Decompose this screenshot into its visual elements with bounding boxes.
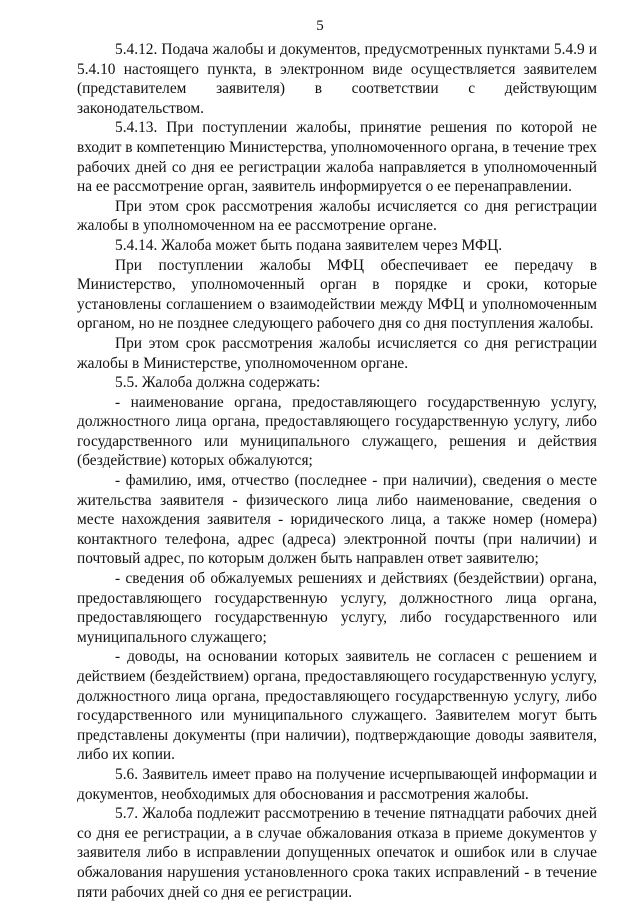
list-item-authority-name: - наименование органа, предоставляющего государственную услугу, должностного лица органа, предоставляющего государственную услугу, либо государственного или муниципального служащего, решения и действия (бездействие) которых обжалуются; (77, 393, 597, 470)
paragraph-5-7: 5.7. Жалоба подлежит рассмотрению в течение пятнадцати рабочих дней со дня ее регистрации, а в случае обжалования отказа в приеме документов у заявителя либо в исправлении допущенных опечаток и ошибок или в случае обжалования нарушения установленного срока таких исправлений - в течение пяти рабочих дней со дня ее регистрации. (77, 805, 597, 901)
document-body (77, 40, 597, 902)
paragraph-term-ministry: При этом срок рассмотрения жалобы исчисляется со дня регистрации жалобы в Министерстве, уполномоченном органе. (77, 334, 597, 372)
paragraph-5-5: 5.5. Жалоба должна содержать: (115, 374, 321, 392)
paragraph-term-redirect: При этом срок рассмотрения жалобы исчисляется со дня регистрации жалобы в уполномоченном на ее рассмотрение органе. (77, 197, 597, 235)
paragraph-5-4-14: 5.4.14. Жалоба может быть подана заявителем через МФЦ. (115, 236, 503, 254)
paragraph-5-4-12: 5.4.12. Подача жалобы и документов, предусмотренных пунктами 5.4.9 и 5.4.10 настоящего пункта, в электронном виде осуществляется заявителем (представителем заявителя) в соответствии с действующим законодательством. (77, 41, 597, 117)
paragraph-mfc-transfer: При поступлении жалобы МФЦ обеспечивает ее передачу в Министерство, уполномоченный орган в порядке и сроки, которые установлены соглашением о взаимодействии между МФЦ и уполномоченным органом, но не позднее следующего рабочего дня со дня поступления жалобы. (77, 256, 597, 333)
page-number: 5 (316, 18, 324, 34)
paragraph-5-4-13: 5.4.13. При поступлении жалобы, принятие решения по которой не входит в компетенцию Министерства, уполномоченного органа, в течение трех рабочих дней со дня ее регистрации жалоба направляется в уполномоченный на ее рассмотрение орган, заявитель информируется о ее перенаправлении. (77, 119, 597, 196)
paragraph-5-6: 5.6. Заявитель имеет право на получение исчерпывающей информации и документов, необходимых для обоснования и рассмотрения жалобы. (77, 765, 597, 803)
list-item-arguments: - доводы, на основании которых заявитель не согласен с решением и действием (бездействием) органа, предоставляющего государственную услугу, должностного лица органа, предоставляющего государственную услугу, либо государственного или муниципального служащего. Заявителем могут быть представлены документы (при наличии), подтверждающие доводы заявителя, либо их копии. (77, 648, 597, 764)
list-item-decisions-info: - сведения об обжалуемых решениях и действиях (бездействии) органа, предоставляющего государственную услугу, должностного лица органа, предоставляющего государственную услугу, либо государственного или муниципального служащего; (77, 570, 597, 646)
list-item-applicant-info: - фамилию, имя, отчество (последнее - при наличии), сведения о месте жительства заявителя - физического лица либо наименование, сведения о месте нахождения заявителя - юридического лица, а также номер (номера) контактного телефона, адрес (адреса) электронной почты (при наличии) и почтовый адрес, по которым должен быть направлен ответ заявителю; (77, 472, 597, 568)
